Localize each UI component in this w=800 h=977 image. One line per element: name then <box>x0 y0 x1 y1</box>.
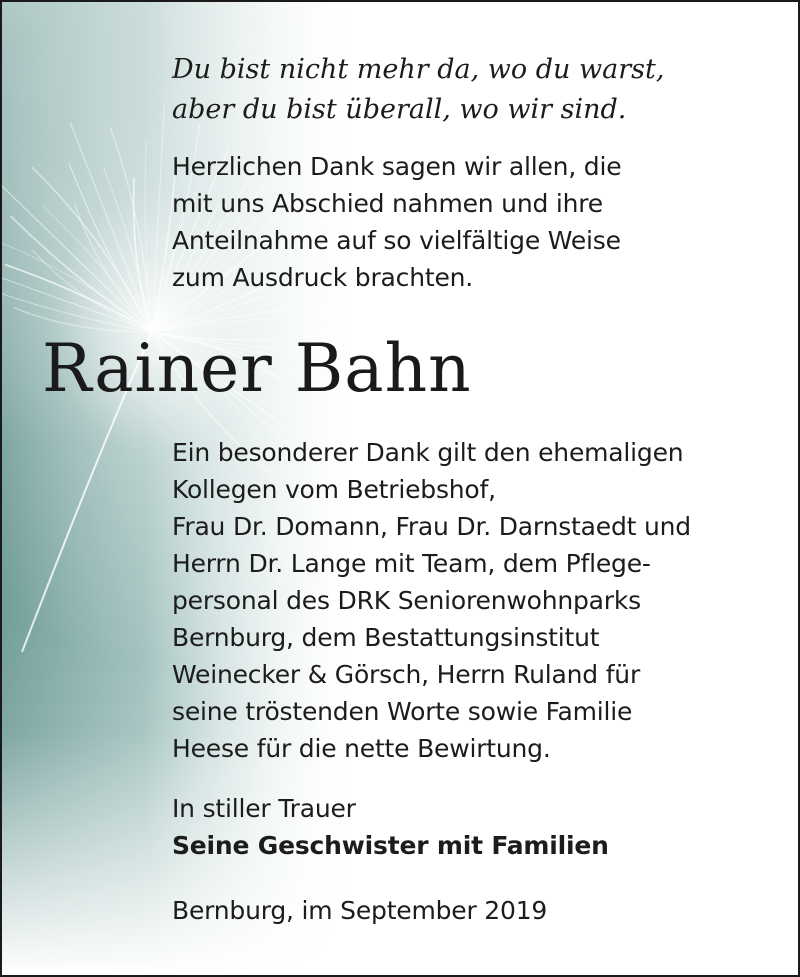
thanks-paragraph <box>172 434 782 767</box>
mourning-line: In stiller Trauer <box>172 794 356 823</box>
quote <box>172 50 772 130</box>
thanks-line: Bernburg, dem Bestattungsinstitut <box>172 623 600 652</box>
thanks-line: Frau Dr. Domann, Frau Dr. Darnstaedt und <box>172 512 691 541</box>
quote-line: aber du bist überall, wo wir sind. <box>172 94 627 125</box>
thanks-line: seine tröstenden Worte sowie Familie <box>172 697 633 726</box>
intro-paragraph <box>172 148 772 296</box>
intro-line: zum Ausdruck brachten. <box>172 263 474 292</box>
signers: Seine Geschwister mit Familien <box>172 831 609 860</box>
intro-line: Anteilnahme auf so vielfältige Weise <box>172 226 621 255</box>
thanks-line: Kollegen vom Betriebshof, <box>172 475 496 504</box>
quote-line: Du bist nicht mehr da, wo du warst, <box>172 54 665 85</box>
thanks-line: Weinecker & Görsch, Herrn Ruland für <box>172 660 641 689</box>
place-date: Bernburg, im September 2019 <box>172 896 548 925</box>
thanks-line: Ein besonderer Dank gilt den ehemaligen <box>172 438 684 467</box>
thanks-line: personal des DRK Seniorenwohnparks <box>172 586 641 615</box>
deceased-name: Rainer Bahn <box>42 330 472 407</box>
thanks-line: Herrn Dr. Lange mit Team, dem Pflege- <box>172 549 651 578</box>
thanks-line: Heese für die nette Bewirtung. <box>172 734 551 763</box>
intro-line: Herzlichen Dank sagen wir allen, die <box>172 152 622 181</box>
intro-line: mit uns Abschied nahmen und ihre <box>172 189 603 218</box>
